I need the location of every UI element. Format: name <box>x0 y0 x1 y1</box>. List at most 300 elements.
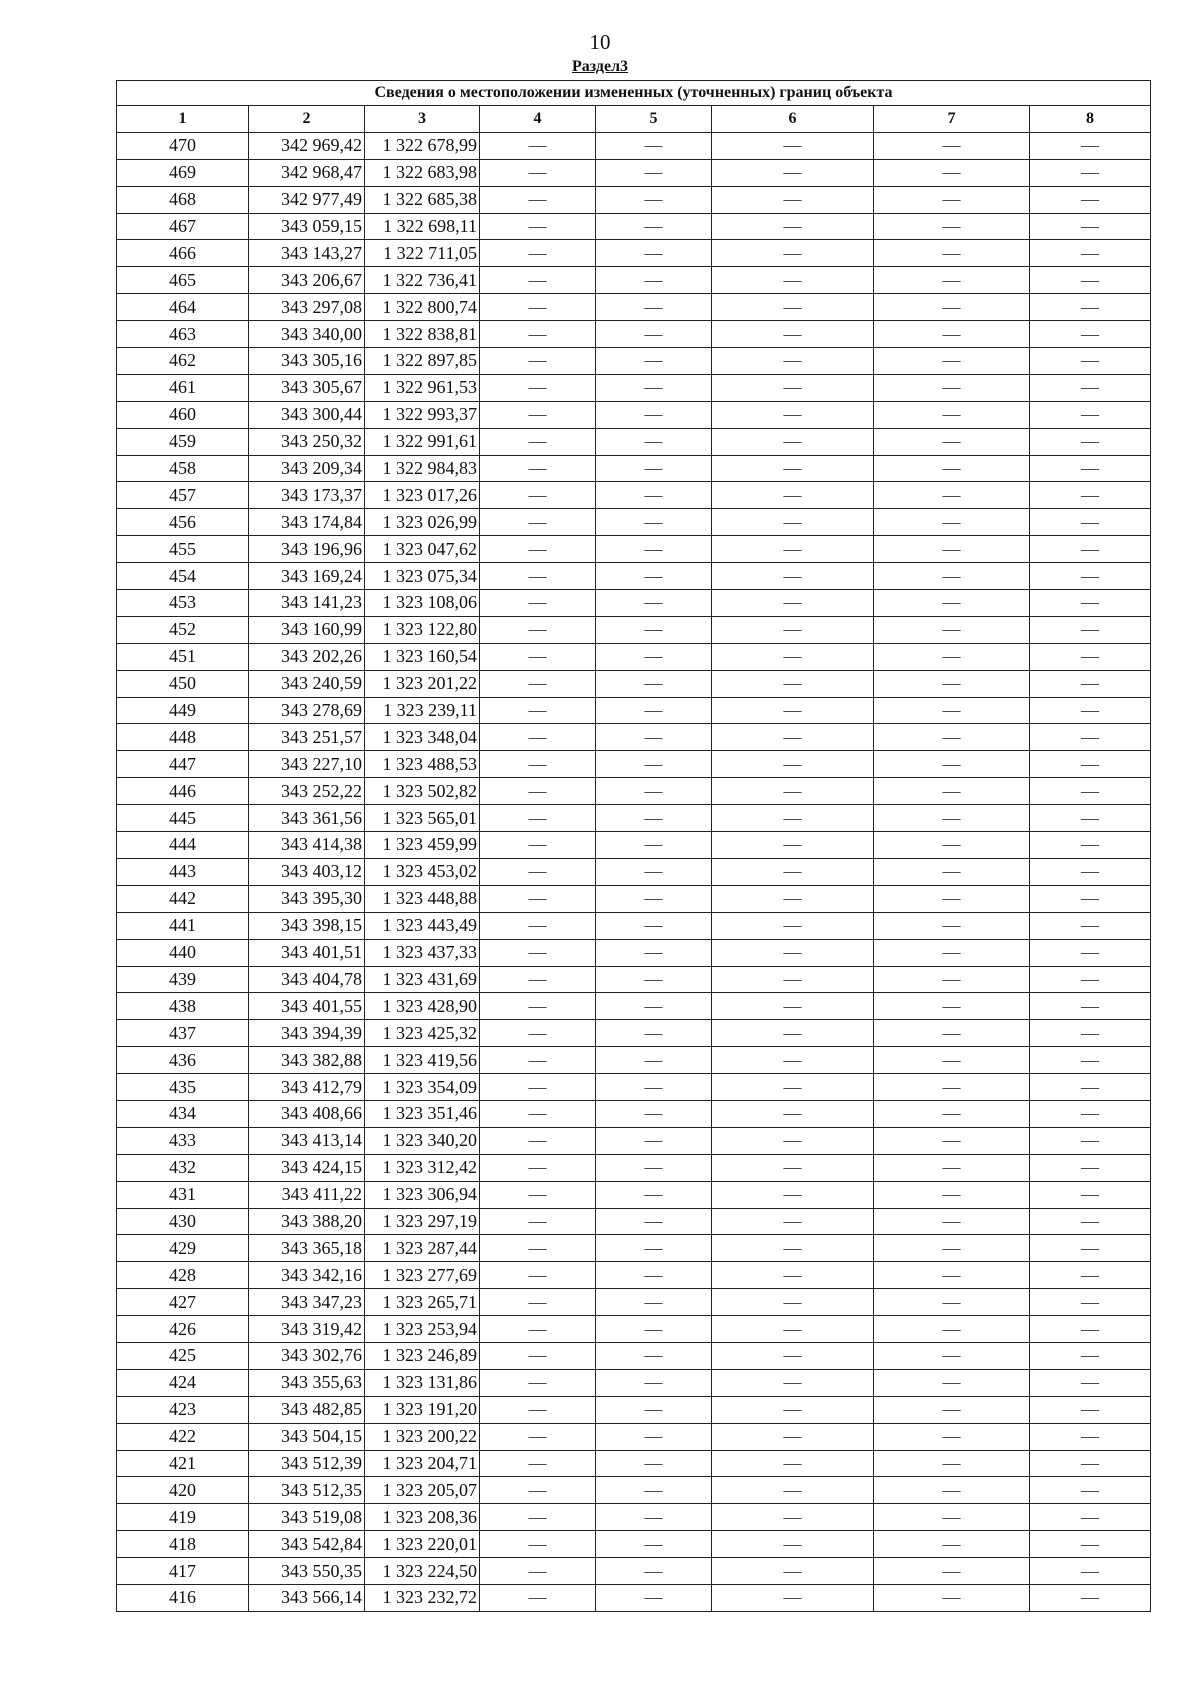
empty-value-cell: — <box>874 616 1030 643</box>
table-row <box>117 724 1151 751</box>
empty-value-cell: — <box>596 1450 712 1477</box>
empty-value-cell: — <box>1030 294 1151 321</box>
empty-value-cell: — <box>480 697 596 724</box>
empty-value-cell: — <box>1030 643 1151 670</box>
point-number-cell: 441 <box>117 912 249 939</box>
point-number-cell: 430 <box>117 1208 249 1235</box>
empty-value-cell: — <box>596 858 712 885</box>
empty-value-cell: — <box>480 1154 596 1181</box>
empty-value-cell: — <box>712 1369 874 1396</box>
empty-value-cell: — <box>712 778 874 805</box>
y-coordinate-cell: 1 323 265,71 <box>365 1289 480 1316</box>
table-row <box>117 751 1151 778</box>
empty-value-cell: — <box>1030 1181 1151 1208</box>
y-coordinate-cell: 1 323 277,69 <box>365 1262 480 1289</box>
empty-value-cell: — <box>874 1558 1030 1585</box>
empty-value-cell: — <box>712 213 874 240</box>
empty-value-cell: — <box>480 1127 596 1154</box>
table-row <box>117 1531 1151 1558</box>
empty-value-cell: — <box>596 132 712 159</box>
x-coordinate-cell: 343 227,10 <box>249 751 365 778</box>
empty-value-cell: — <box>596 590 712 617</box>
empty-value-cell: — <box>712 1450 874 1477</box>
y-coordinate-cell: 1 323 437,33 <box>365 939 480 966</box>
point-number-cell: 422 <box>117 1423 249 1450</box>
point-number-cell: 458 <box>117 455 249 482</box>
point-number-cell: 435 <box>117 1074 249 1101</box>
empty-value-cell: — <box>874 536 1030 563</box>
empty-value-cell: — <box>874 428 1030 455</box>
empty-value-cell: — <box>596 294 712 321</box>
point-number-cell: 421 <box>117 1450 249 1477</box>
empty-value-cell: — <box>1030 240 1151 267</box>
empty-value-cell: — <box>1030 1074 1151 1101</box>
point-number-cell: 455 <box>117 536 249 563</box>
empty-value-cell: — <box>480 1450 596 1477</box>
empty-value-cell: — <box>480 267 596 294</box>
empty-value-cell: — <box>596 643 712 670</box>
empty-value-cell: — <box>874 509 1030 536</box>
table-row <box>117 1047 1151 1074</box>
y-coordinate-cell: 1 323 306,94 <box>365 1181 480 1208</box>
empty-value-cell: — <box>1030 536 1151 563</box>
empty-value-cell: — <box>596 966 712 993</box>
empty-value-cell: — <box>712 1127 874 1154</box>
x-coordinate-cell: 343 424,15 <box>249 1154 365 1181</box>
empty-value-cell: — <box>480 1504 596 1531</box>
point-number-cell: 457 <box>117 482 249 509</box>
empty-value-cell: — <box>712 858 874 885</box>
empty-value-cell: — <box>596 563 712 590</box>
empty-value-cell: — <box>480 1423 596 1450</box>
column-header: 8 <box>1030 106 1151 133</box>
table-row <box>117 1584 1151 1611</box>
table-row <box>117 1423 1151 1450</box>
empty-value-cell: — <box>1030 1450 1151 1477</box>
empty-value-cell: — <box>1030 213 1151 240</box>
empty-value-cell: — <box>712 1262 874 1289</box>
empty-value-cell: — <box>596 1127 712 1154</box>
x-coordinate-cell: 342 969,42 <box>249 132 365 159</box>
empty-value-cell: — <box>874 1423 1030 1450</box>
table-row <box>117 563 1151 590</box>
table-row <box>117 536 1151 563</box>
x-coordinate-cell: 343 413,14 <box>249 1127 365 1154</box>
x-coordinate-cell: 343 412,79 <box>249 1074 365 1101</box>
empty-value-cell: — <box>596 912 712 939</box>
table-row <box>117 805 1151 832</box>
point-number-cell: 433 <box>117 1127 249 1154</box>
table-caption: Сведения о местоположении измененных (уточненных) границ объекта <box>117 81 1151 106</box>
empty-value-cell: — <box>480 832 596 859</box>
empty-value-cell: — <box>1030 1558 1151 1585</box>
boundary-coordinates-table <box>116 80 1151 1612</box>
empty-value-cell: — <box>596 1235 712 1262</box>
table-row <box>117 186 1151 213</box>
empty-value-cell: — <box>1030 1316 1151 1343</box>
point-number-cell: 443 <box>117 858 249 885</box>
table-row <box>117 240 1151 267</box>
empty-value-cell: — <box>712 993 874 1020</box>
table-row <box>117 939 1151 966</box>
y-coordinate-cell: 1 323 220,01 <box>365 1531 480 1558</box>
y-coordinate-cell: 1 323 502,82 <box>365 778 480 805</box>
x-coordinate-cell: 343 347,23 <box>249 1289 365 1316</box>
point-number-cell: 429 <box>117 1235 249 1262</box>
y-coordinate-cell: 1 323 312,42 <box>365 1154 480 1181</box>
y-coordinate-cell: 1 323 204,71 <box>365 1450 480 1477</box>
table-caption-row <box>117 81 1151 106</box>
point-number-cell: 431 <box>117 1181 249 1208</box>
y-coordinate-cell: 1 322 838,81 <box>365 321 480 348</box>
table-row <box>117 348 1151 375</box>
empty-value-cell: — <box>874 132 1030 159</box>
empty-value-cell: — <box>480 348 596 375</box>
empty-value-cell: — <box>480 213 596 240</box>
x-coordinate-cell: 343 401,51 <box>249 939 365 966</box>
table-row <box>117 885 1151 912</box>
empty-value-cell: — <box>1030 1154 1151 1181</box>
empty-value-cell: — <box>596 697 712 724</box>
x-coordinate-cell: 343 365,18 <box>249 1235 365 1262</box>
point-number-cell: 452 <box>117 616 249 643</box>
y-coordinate-cell: 1 323 122,80 <box>365 616 480 643</box>
point-number-cell: 432 <box>117 1154 249 1181</box>
empty-value-cell: — <box>1030 186 1151 213</box>
x-coordinate-cell: 343 300,44 <box>249 401 365 428</box>
x-coordinate-cell: 343 388,20 <box>249 1208 365 1235</box>
x-coordinate-cell: 343 305,16 <box>249 348 365 375</box>
empty-value-cell: — <box>480 1342 596 1369</box>
empty-value-cell: — <box>874 912 1030 939</box>
empty-value-cell: — <box>874 1504 1030 1531</box>
empty-value-cell: — <box>480 939 596 966</box>
point-number-cell: 467 <box>117 213 249 240</box>
x-coordinate-cell: 343 278,69 <box>249 697 365 724</box>
empty-value-cell: — <box>480 966 596 993</box>
x-coordinate-cell: 343 160,99 <box>249 616 365 643</box>
table-row <box>117 294 1151 321</box>
x-coordinate-cell: 343 252,22 <box>249 778 365 805</box>
empty-value-cell: — <box>596 1181 712 1208</box>
y-coordinate-cell: 1 323 191,20 <box>365 1396 480 1423</box>
y-coordinate-cell: 1 323 160,54 <box>365 643 480 670</box>
empty-value-cell: — <box>874 832 1030 859</box>
empty-value-cell: — <box>596 670 712 697</box>
empty-value-cell: — <box>712 670 874 697</box>
x-coordinate-cell: 343 143,27 <box>249 240 365 267</box>
empty-value-cell: — <box>712 159 874 186</box>
empty-value-cell: — <box>712 832 874 859</box>
empty-value-cell: — <box>480 1396 596 1423</box>
empty-value-cell: — <box>480 1531 596 1558</box>
empty-value-cell: — <box>596 1504 712 1531</box>
empty-value-cell: — <box>712 1289 874 1316</box>
table-row <box>117 401 1151 428</box>
empty-value-cell: — <box>874 1262 1030 1289</box>
table-row <box>117 1316 1151 1343</box>
empty-value-cell: — <box>1030 912 1151 939</box>
empty-value-cell: — <box>712 1235 874 1262</box>
empty-value-cell: — <box>596 885 712 912</box>
table-row <box>117 1208 1151 1235</box>
empty-value-cell: — <box>480 186 596 213</box>
table-row <box>117 213 1151 240</box>
empty-value-cell: — <box>596 321 712 348</box>
y-coordinate-cell: 1 323 351,46 <box>365 1100 480 1127</box>
empty-value-cell: — <box>1030 939 1151 966</box>
x-coordinate-cell: 343 202,26 <box>249 643 365 670</box>
empty-value-cell: — <box>596 1584 712 1611</box>
empty-value-cell: — <box>480 428 596 455</box>
empty-value-cell: — <box>712 1504 874 1531</box>
y-coordinate-cell: 1 323 200,22 <box>365 1423 480 1450</box>
y-coordinate-cell: 1 323 348,04 <box>365 724 480 751</box>
empty-value-cell: — <box>712 267 874 294</box>
point-number-cell: 466 <box>117 240 249 267</box>
x-coordinate-cell: 343 355,63 <box>249 1369 365 1396</box>
point-number-cell: 449 <box>117 697 249 724</box>
x-coordinate-cell: 343 342,16 <box>249 1262 365 1289</box>
empty-value-cell: — <box>480 321 596 348</box>
empty-value-cell: — <box>480 590 596 617</box>
point-number-cell: 418 <box>117 1531 249 1558</box>
table-row <box>117 321 1151 348</box>
empty-value-cell: — <box>712 751 874 778</box>
empty-value-cell: — <box>712 348 874 375</box>
y-coordinate-cell: 1 322 678,99 <box>365 132 480 159</box>
point-number-cell: 456 <box>117 509 249 536</box>
empty-value-cell: — <box>874 267 1030 294</box>
empty-value-cell: — <box>596 1289 712 1316</box>
empty-value-cell: — <box>480 1208 596 1235</box>
empty-value-cell: — <box>480 374 596 401</box>
x-coordinate-cell: 343 482,85 <box>249 1396 365 1423</box>
empty-value-cell: — <box>596 482 712 509</box>
empty-value-cell: — <box>1030 1235 1151 1262</box>
point-number-cell: 447 <box>117 751 249 778</box>
empty-value-cell: — <box>712 401 874 428</box>
x-coordinate-cell: 343 382,88 <box>249 1047 365 1074</box>
empty-value-cell: — <box>596 1047 712 1074</box>
empty-value-cell: — <box>712 428 874 455</box>
empty-value-cell: — <box>874 858 1030 885</box>
empty-value-cell: — <box>874 401 1030 428</box>
table-row <box>117 912 1151 939</box>
empty-value-cell: — <box>712 563 874 590</box>
empty-value-cell: — <box>712 132 874 159</box>
x-coordinate-cell: 343 251,57 <box>249 724 365 751</box>
empty-value-cell: — <box>712 912 874 939</box>
empty-value-cell: — <box>874 670 1030 697</box>
empty-value-cell: — <box>874 643 1030 670</box>
empty-value-cell: — <box>874 1181 1030 1208</box>
empty-value-cell: — <box>596 1396 712 1423</box>
empty-value-cell: — <box>874 1020 1030 1047</box>
table-row <box>117 616 1151 643</box>
empty-value-cell: — <box>1030 697 1151 724</box>
table-row <box>117 455 1151 482</box>
empty-value-cell: — <box>1030 805 1151 832</box>
x-coordinate-cell: 343 395,30 <box>249 885 365 912</box>
point-number-cell: 464 <box>117 294 249 321</box>
empty-value-cell: — <box>1030 966 1151 993</box>
y-coordinate-cell: 1 322 698,11 <box>365 213 480 240</box>
point-number-cell: 438 <box>117 993 249 1020</box>
empty-value-cell: — <box>874 939 1030 966</box>
empty-value-cell: — <box>480 643 596 670</box>
empty-value-cell: — <box>1030 616 1151 643</box>
x-coordinate-cell: 343 174,84 <box>249 509 365 536</box>
table-row <box>117 966 1151 993</box>
point-number-cell: 465 <box>117 267 249 294</box>
empty-value-cell: — <box>874 455 1030 482</box>
empty-value-cell: — <box>1030 267 1151 294</box>
empty-value-cell: — <box>874 1208 1030 1235</box>
empty-value-cell: — <box>874 1289 1030 1316</box>
empty-value-cell: — <box>596 778 712 805</box>
y-coordinate-cell: 1 322 711,05 <box>365 240 480 267</box>
y-coordinate-cell: 1 322 736,41 <box>365 267 480 294</box>
empty-value-cell: — <box>1030 455 1151 482</box>
empty-value-cell: — <box>1030 1289 1151 1316</box>
empty-value-cell: — <box>712 1020 874 1047</box>
y-coordinate-cell: 1 323 224,50 <box>365 1558 480 1585</box>
point-number-cell: 423 <box>117 1396 249 1423</box>
empty-value-cell: — <box>874 294 1030 321</box>
empty-value-cell: — <box>874 482 1030 509</box>
empty-value-cell: — <box>712 643 874 670</box>
point-number-cell: 437 <box>117 1020 249 1047</box>
empty-value-cell: — <box>712 1074 874 1101</box>
empty-value-cell: — <box>596 1316 712 1343</box>
y-coordinate-cell: 1 322 993,37 <box>365 401 480 428</box>
empty-value-cell: — <box>596 616 712 643</box>
empty-value-cell: — <box>596 751 712 778</box>
y-coordinate-cell: 1 323 108,06 <box>365 590 480 617</box>
empty-value-cell: — <box>596 1208 712 1235</box>
empty-value-cell: — <box>874 374 1030 401</box>
empty-value-cell: — <box>1030 1262 1151 1289</box>
table-row <box>117 1504 1151 1531</box>
page-number: 10 <box>589 30 611 54</box>
table-row <box>117 1235 1151 1262</box>
point-number-cell: 420 <box>117 1477 249 1504</box>
empty-value-cell: — <box>712 1423 874 1450</box>
empty-value-cell: — <box>874 1316 1030 1343</box>
point-number-cell: 461 <box>117 374 249 401</box>
point-number-cell: 427 <box>117 1289 249 1316</box>
empty-value-cell: — <box>480 724 596 751</box>
column-header: 5 <box>596 106 712 133</box>
table-row <box>117 1074 1151 1101</box>
empty-value-cell: — <box>1030 1020 1151 1047</box>
empty-value-cell: — <box>712 805 874 832</box>
x-coordinate-cell: 343 394,39 <box>249 1020 365 1047</box>
empty-value-cell: — <box>712 1154 874 1181</box>
x-coordinate-cell: 343 542,84 <box>249 1531 365 1558</box>
empty-value-cell: — <box>480 240 596 267</box>
empty-value-cell: — <box>480 159 596 186</box>
y-coordinate-cell: 1 322 897,85 <box>365 348 480 375</box>
empty-value-cell: — <box>596 1020 712 1047</box>
empty-value-cell: — <box>1030 132 1151 159</box>
empty-value-cell: — <box>596 186 712 213</box>
empty-value-cell: — <box>712 1477 874 1504</box>
table-row <box>117 1558 1151 1585</box>
x-coordinate-cell: 343 169,24 <box>249 563 365 590</box>
empty-value-cell: — <box>596 1369 712 1396</box>
empty-value-cell: — <box>874 697 1030 724</box>
x-coordinate-cell: 343 297,08 <box>249 294 365 321</box>
empty-value-cell: — <box>1030 1477 1151 1504</box>
empty-value-cell: — <box>596 509 712 536</box>
empty-value-cell: — <box>874 348 1030 375</box>
empty-value-cell: — <box>874 1584 1030 1611</box>
empty-value-cell: — <box>480 536 596 563</box>
empty-value-cell: — <box>1030 724 1151 751</box>
empty-value-cell: — <box>1030 590 1151 617</box>
x-coordinate-cell: 343 361,56 <box>249 805 365 832</box>
empty-value-cell: — <box>874 1100 1030 1127</box>
empty-value-cell: — <box>874 159 1030 186</box>
point-number-cell: 451 <box>117 643 249 670</box>
empty-value-cell: — <box>480 670 596 697</box>
empty-value-cell: — <box>480 1262 596 1289</box>
empty-value-cell: — <box>1030 1342 1151 1369</box>
point-number-cell: 459 <box>117 428 249 455</box>
empty-value-cell: — <box>480 1020 596 1047</box>
empty-value-cell: — <box>712 240 874 267</box>
empty-value-cell: — <box>874 1074 1030 1101</box>
point-number-cell: 444 <box>117 832 249 859</box>
empty-value-cell: — <box>874 751 1030 778</box>
empty-value-cell: — <box>1030 778 1151 805</box>
table-row <box>117 267 1151 294</box>
x-coordinate-cell: 343 302,76 <box>249 1342 365 1369</box>
column-header: 4 <box>480 106 596 133</box>
empty-value-cell: — <box>712 509 874 536</box>
point-number-cell: 445 <box>117 805 249 832</box>
point-number-cell: 446 <box>117 778 249 805</box>
table-row <box>117 1369 1151 1396</box>
table-row <box>117 374 1151 401</box>
empty-value-cell: — <box>596 1154 712 1181</box>
empty-value-cell: — <box>874 1531 1030 1558</box>
point-number-cell: 470 <box>117 132 249 159</box>
x-coordinate-cell: 343 240,59 <box>249 670 365 697</box>
empty-value-cell: — <box>596 267 712 294</box>
table-row <box>117 1289 1151 1316</box>
empty-value-cell: — <box>874 1369 1030 1396</box>
empty-value-cell: — <box>874 885 1030 912</box>
empty-value-cell: — <box>874 240 1030 267</box>
empty-value-cell: — <box>874 1154 1030 1181</box>
x-coordinate-cell: 343 141,23 <box>249 590 365 617</box>
x-coordinate-cell: 342 977,49 <box>249 186 365 213</box>
point-number-cell: 440 <box>117 939 249 966</box>
empty-value-cell: — <box>480 912 596 939</box>
empty-value-cell: — <box>712 1558 874 1585</box>
x-coordinate-cell: 343 408,66 <box>249 1100 365 1127</box>
point-number-cell: 454 <box>117 563 249 590</box>
empty-value-cell: — <box>596 1100 712 1127</box>
empty-value-cell: — <box>712 186 874 213</box>
empty-value-cell: — <box>596 213 712 240</box>
y-coordinate-cell: 1 323 453,02 <box>365 858 480 885</box>
empty-value-cell: — <box>712 724 874 751</box>
empty-value-cell: — <box>480 1235 596 1262</box>
